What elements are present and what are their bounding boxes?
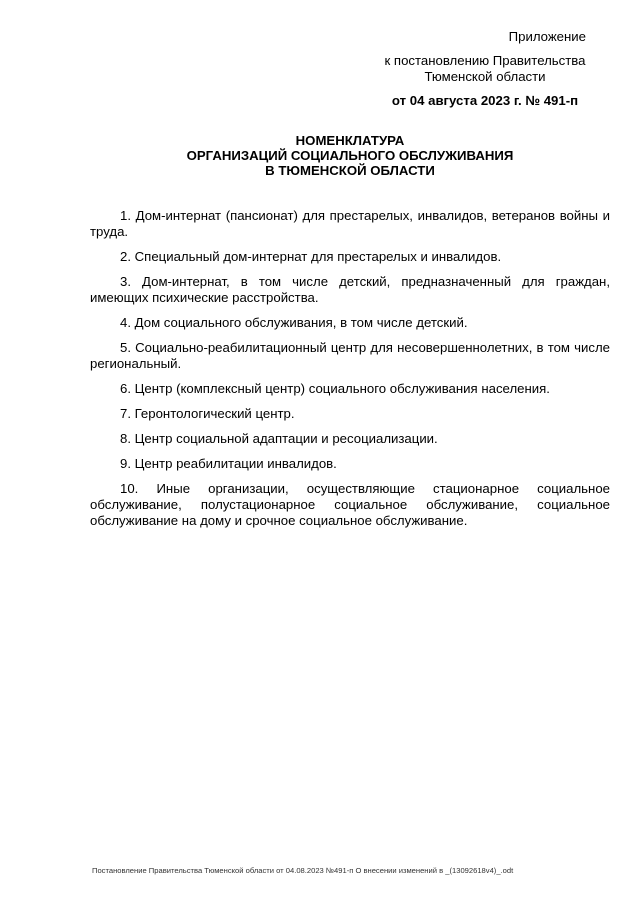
page-footer: Постановление Правительства Тюменской области от 04.08.2023 №491-п О внесении изменений в _(13092618v4)_.odt: [92, 866, 514, 875]
organization-list: [90, 208, 610, 538]
title-line-2: ОРГАНИЗАЦИЙ СОЦИАЛЬНОГО ОБСЛУЖИВАНИЯ: [186, 148, 514, 163]
document-header: [360, 29, 610, 109]
resolution-date: от 04 августа 2023 г. № 491-п: [391, 93, 579, 108]
list-item: 10. Иные организации, осуществляющие стационарное социальное обслуживание, полустационарное социальное обслуживание, социальное обслуживание на дому и срочное социальное обслуживание.: [90, 481, 610, 528]
list-item: 3. Дом-интернат, в том числе детский, предназначенный для граждан, имеющих психические расстройства.: [90, 274, 610, 305]
title-line-3: В ТЮМЕНСКОЙ ОБЛАСТИ: [265, 163, 435, 178]
list-item: 8. Центр социальной адаптации и ресоциализации.: [120, 431, 438, 446]
resolution-reference: к постановлению Правительства: [384, 53, 586, 68]
list-item: 1. Дом-интернат (пансионат) для престарелых, инвалидов, ветеранов войны и труда.: [90, 208, 610, 239]
list-item: 6. Центр (комплексный центр) социального обслуживания населения.: [120, 381, 550, 396]
region-name: Тюменской области: [424, 69, 546, 84]
list-item: 7. Геронтологический центр.: [120, 406, 295, 421]
list-item: 4. Дом социального обслуживания, в том числе детский.: [120, 315, 468, 330]
list-item: 9. Центр реабилитации инвалидов.: [120, 456, 337, 471]
list-item: 2. Специальный дом-интернат для престарелых и инвалидов.: [120, 249, 502, 264]
list-item: 5. Социально-реабилитационный центр для несовершеннолетних, в том числе региональный.: [90, 340, 610, 371]
title-line-1: НОМЕНКЛАТУРА: [295, 133, 405, 148]
appendix-label: Приложение: [508, 29, 586, 44]
document-title: [90, 133, 610, 178]
